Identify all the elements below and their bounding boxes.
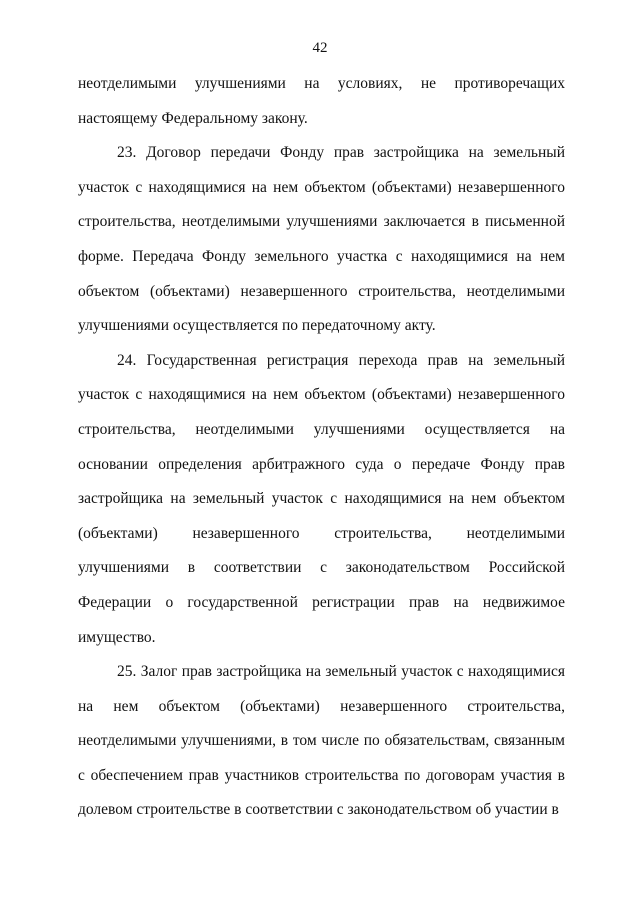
page-number: 42 xyxy=(312,40,328,56)
paragraph-24: 24. Государственная регистрация перехода прав на земельный участок с находящимися на нем объектом (объектами) незавершенного строительства, неотделимыми улучшениями осуществляется на основании определения арбитражного суда о передаче Фонду прав застройщика на земельный участок с находящимися на нем объектом (объектами) незавершенного строительства, неотделимыми улучшениями в соответствии с законодательством Российской Федерации о государственной регистрации прав на недвижимое имущество. xyxy=(78,351,565,646)
paragraph-continuation: неотделимыми улучшениями на условиях, не противоречащих настоящему Федеральному закону. xyxy=(78,75,565,127)
document-body xyxy=(78,67,565,828)
paragraph-25: 25. Залог прав застройщика на земельный участок с находящимися на нем объектом (объектами) незавершенного строительства, неотделимыми улучшениями, в том числе по обязательствам, связанным с обеспечением прав участников строительства по договорам участия в долевом строительстве в соответствии с законодательством об участии в xyxy=(78,663,565,819)
paragraph-23: 23. Договор передачи Фонду прав застройщика на земельный участок с находящимися на нем объектом (объектами) незавершенного строительства, неотделимыми улучшениями заключается в письменной форме. Передача Фонду земельного участка с находящимися на нем объектом (объектами) незавершенного строительства, неотделимыми улучшениями осуществляется по передаточному акту. xyxy=(78,144,565,335)
